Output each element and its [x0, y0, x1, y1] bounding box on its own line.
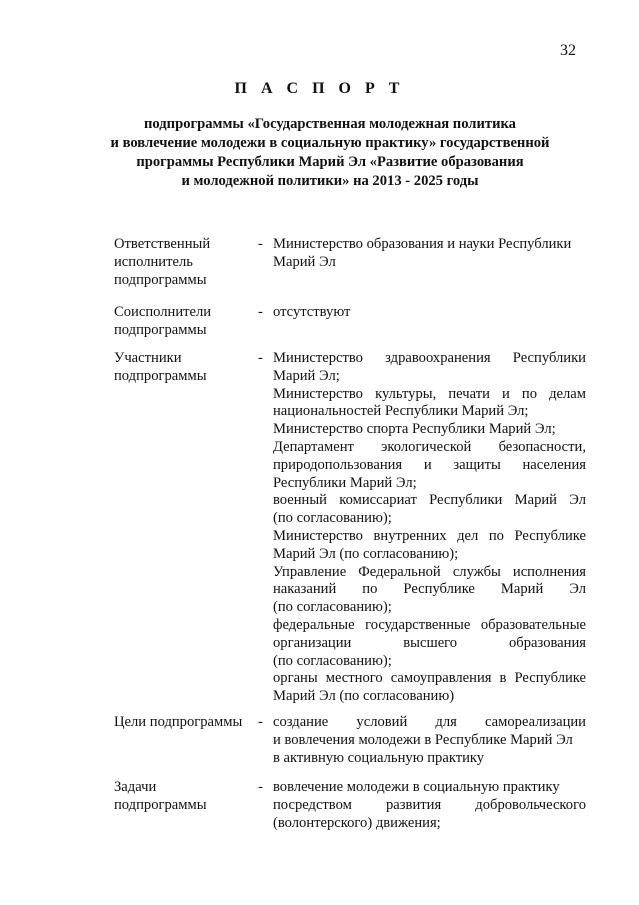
value-line: Управление Федеральной службы исполнения: [273, 563, 586, 580]
label-line: Ответственный: [114, 236, 211, 252]
label-line: исполнитель: [114, 253, 193, 270]
value-line: Министерство спорта Республики Марий Эл;: [273, 421, 556, 438]
value-line: Министерство образования и науки Республики: [273, 236, 572, 252]
value-line: (по согласованию);: [273, 599, 392, 616]
value-line: наказаний по Республике Марий Эл: [273, 581, 586, 598]
label-line: Соисполнители: [114, 304, 212, 320]
row-value: [273, 714, 586, 767]
row-label: [114, 350, 264, 386]
row-dash: -: [258, 304, 263, 320]
value-line: Марий Эл: [273, 253, 336, 270]
value-line: организации высшего образования: [273, 634, 586, 651]
subtitle-line: программы Республики Марий Эл «Развитие образования: [136, 154, 524, 170]
subtitle-line: и вовлечение молодежи в социальную практику» государственной: [110, 135, 550, 151]
label-line: Участники: [114, 350, 182, 366]
row-dash: -: [258, 714, 263, 730]
row-label: [114, 304, 264, 340]
label-line: Цели подпрограммы: [114, 714, 243, 730]
row-value: [273, 779, 586, 832]
document-subtitle: [100, 115, 560, 191]
row-dash: -: [258, 236, 263, 252]
value-line: Департамент экологической безопасности,: [273, 438, 586, 455]
value-line: (по согласованию);: [273, 652, 392, 669]
label-line: подпрограммы: [114, 321, 207, 338]
value-line: и вовлечения молодежи в Республике Марий Эл: [273, 731, 573, 748]
row-label: [114, 236, 264, 289]
label-line: подпрограммы: [114, 271, 207, 288]
document-title: П А С П О Р Т: [234, 80, 405, 97]
subtitle-line: и молодежной политики» на 2013 - 2025 годы: [181, 173, 479, 189]
value-line: Министерство внутренних дел по Республике: [273, 527, 586, 544]
value-line: федеральные государственные образовательные: [273, 616, 586, 633]
subtitle-line: подпрограммы «Государственная молодежная политика: [144, 116, 516, 132]
value-line: (волонтерского) движения;: [273, 814, 441, 831]
value-line: Марий Эл (по согласованию): [273, 688, 455, 705]
row-label: [114, 714, 264, 732]
row-value: [273, 350, 586, 706]
value-line: посредством развития добровольческого: [273, 796, 586, 813]
value-line: отсутствуют: [273, 304, 351, 320]
row-label: [114, 779, 264, 815]
value-line: природопользования и защиты населения: [273, 456, 586, 473]
label-line: подпрограммы: [114, 367, 207, 384]
value-line: в активную социальную практику: [273, 749, 485, 766]
value-line: военный комиссариат Республики Марий Эл: [273, 492, 586, 509]
value-line: Республики Марий Эл;: [273, 474, 417, 491]
value-line: органы местного самоуправления в Республике: [273, 670, 586, 687]
value-line: вовлечение молодежи в социальную практику: [273, 779, 560, 795]
value-line: Министерство культуры, печати и по делам: [273, 385, 586, 402]
row-dash: -: [258, 350, 263, 366]
row-value: [273, 236, 586, 272]
page-number: 32: [560, 42, 576, 59]
value-line: Министерство здравоохранения Республики: [273, 350, 586, 366]
value-line: Марий Эл (по согласованию);: [273, 545, 459, 562]
label-line: подпрограммы: [114, 796, 207, 813]
row-value: [273, 304, 586, 322]
value-line: (по согласованию);: [273, 510, 392, 527]
value-line: Марий Эл;: [273, 367, 340, 384]
row-dash: -: [258, 779, 263, 795]
value-line: национальностей Республики Марий Эл;: [273, 403, 529, 420]
value-line: создание условий для самореализации: [273, 714, 586, 730]
label-line: Задачи: [114, 779, 157, 795]
